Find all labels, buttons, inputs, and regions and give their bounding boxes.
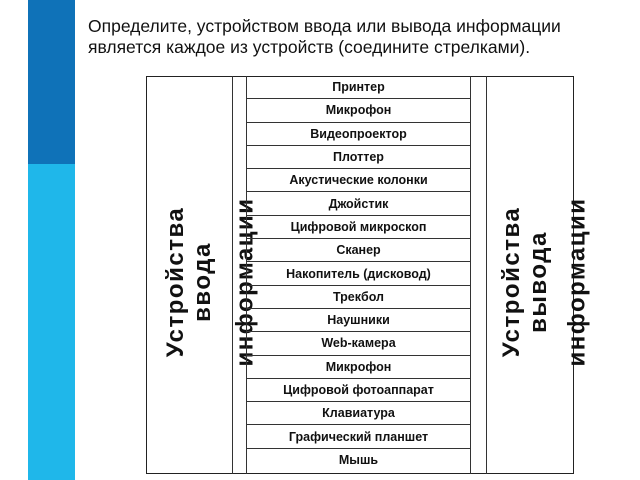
- device-item[interactable]: Принтер: [247, 76, 470, 99]
- device-item[interactable]: Цифровой микроскоп: [247, 216, 470, 239]
- accent-stripe-light: [28, 164, 75, 480]
- device-item[interactable]: Сканер: [247, 239, 470, 262]
- output-column-divider: [486, 76, 487, 474]
- input-header-line2: ввода: [189, 242, 216, 322]
- device-list: [246, 76, 471, 474]
- output-header-line2: вывода: [525, 231, 552, 333]
- input-header-line1: Устройства: [162, 206, 189, 358]
- output-header-line1: Устройства: [498, 206, 525, 358]
- device-item[interactable]: Графический планшет: [247, 425, 470, 448]
- output-devices-header-suffix: информации: [563, 197, 591, 367]
- task-instruction: Определите, устройством ввода или вывода информации является каждое из устройств (соедините стрелками).: [88, 16, 561, 57]
- device-item[interactable]: Цифровой фотоаппарат: [247, 379, 470, 402]
- device-item[interactable]: Накопитель (дисковод): [247, 262, 470, 285]
- device-item[interactable]: Трекбол: [247, 286, 470, 309]
- device-item[interactable]: Мышь: [338, 453, 379, 468]
- accent-stripe-dark: [28, 0, 75, 164]
- device-item[interactable]: Видеопроектор: [247, 123, 470, 146]
- input-devices-header: [162, 207, 216, 357]
- device-item[interactable]: Джойстик: [247, 192, 470, 215]
- device-item[interactable]: Наушники: [247, 309, 470, 332]
- device-item[interactable]: Плоттер: [247, 146, 470, 169]
- device-item[interactable]: Акустические колонки: [247, 169, 470, 192]
- input-devices-header-suffix: информации: [231, 197, 259, 367]
- device-item[interactable]: Web-камера: [247, 332, 470, 355]
- device-item[interactable]: Клавиатура: [247, 402, 470, 425]
- device-item[interactable]: Микрофон: [247, 99, 470, 122]
- device-item[interactable]: Микрофон: [247, 356, 470, 379]
- output-devices-header: [498, 207, 552, 357]
